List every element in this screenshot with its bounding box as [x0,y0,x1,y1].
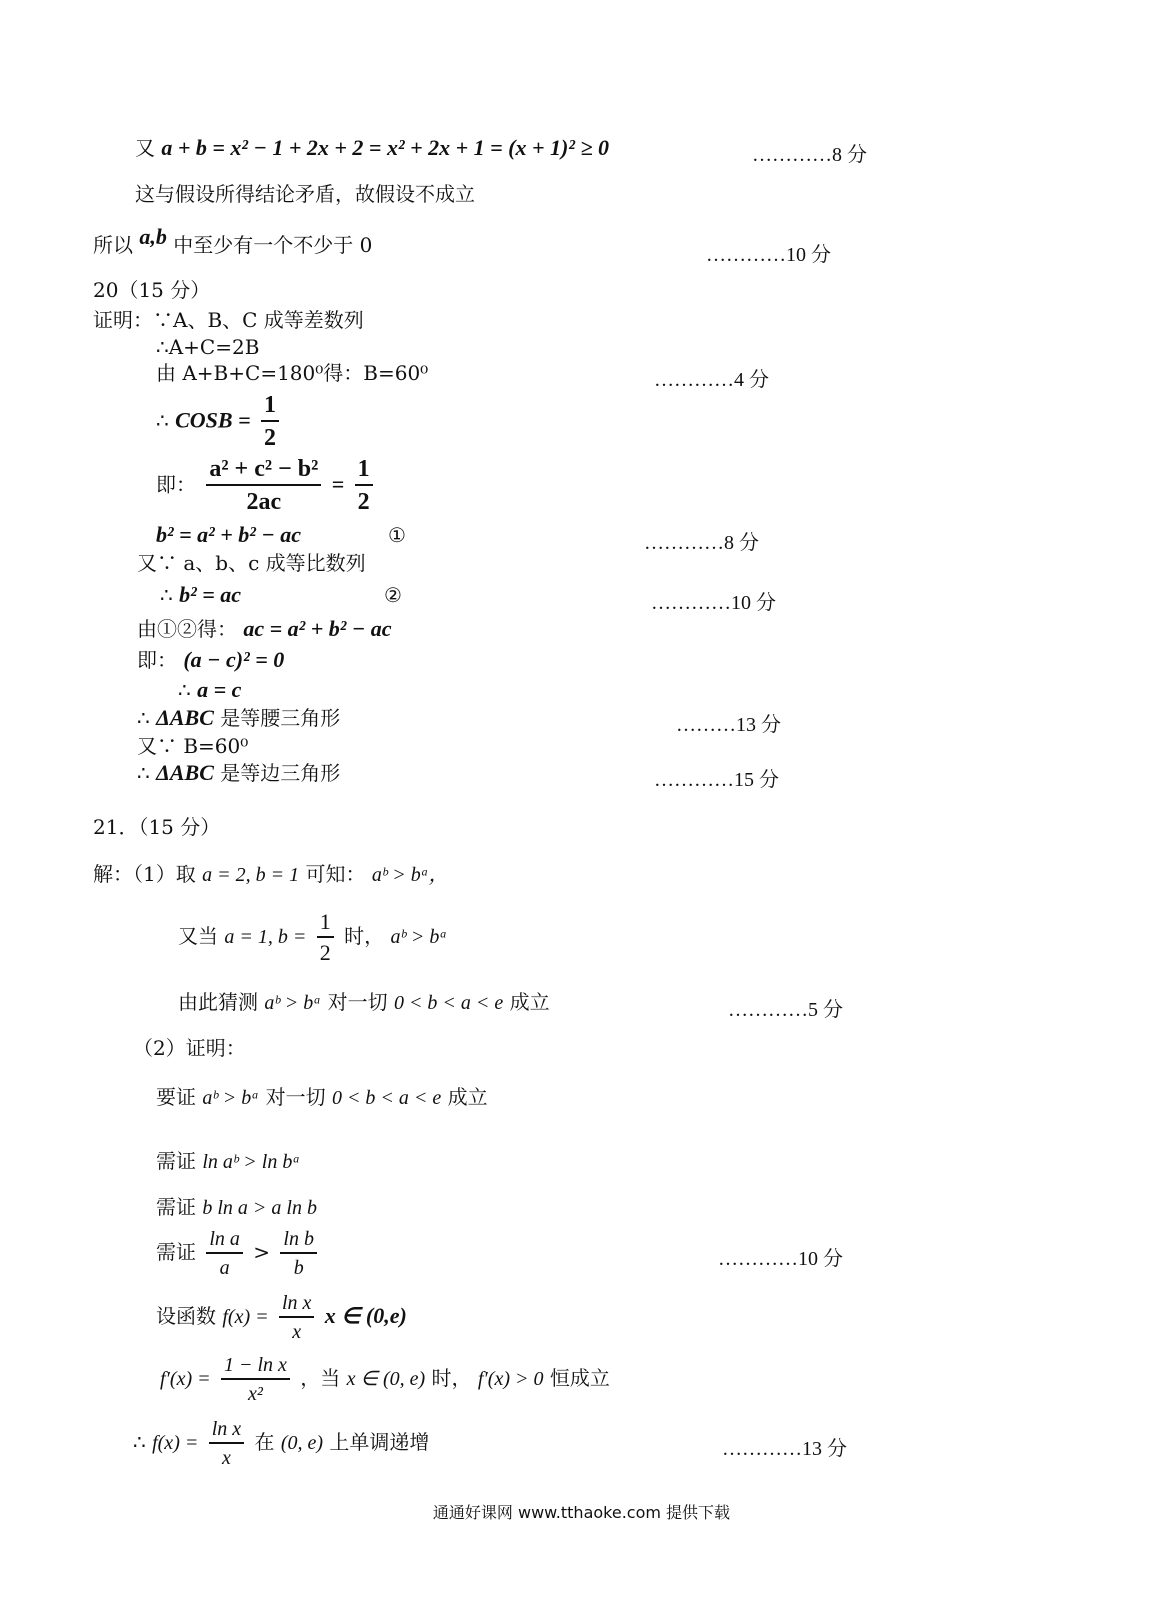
q20-heading: 20（15 分） [93,278,211,302]
q20-mark2: ② [384,583,402,607]
q20-mark1: ① [388,523,406,547]
q21-part2-heading: （2）证明： [133,1036,246,1060]
q21-increasing: ∴ f(x) = $\frac{\text{ln x}}{x}$ 在 (0, e) 上单调递增 [133,1418,430,1469]
q20-line3: 由 A+B+C=180⁰得：B=60⁰ [156,361,429,385]
q21-conjecture: 由此猜测 aᵇ > bᵃ 对一切 0 < b < a < e 成立 [178,990,550,1014]
q21-score-10: …………10 分 [718,1248,843,1270]
q21-part1-line2: 又当 a = 1, b = $\frac{1}{2}$ 时， aᵇ > bᵃ [178,909,448,966]
q20-cosine-law: 即： $\frac{\text{a² + c² − b²}}{2ac}$ = $\frac{1}{2}$ [156,456,377,516]
q21-define-f: 设函数 f(x) = $\frac{\text{ln x}}{x}$ x ∈ (0,e) [156,1292,407,1343]
q20-score-15: …………15 分 [654,769,779,791]
q21-score-5: …………5 分 [728,999,843,1021]
q20-eq2: ∴ b² = ac [160,582,241,607]
q21-heading: 21．（15 分） [93,815,221,839]
q21-need-bln: 需证 b ln a > a ln b [156,1195,317,1219]
q20-score-13: ………13 分 [676,714,781,736]
q21-part1-line1: 解：（1）取 a = 2, b = 1 可知： aᵇ > bᵃ， [93,862,449,886]
line-ab-sum: 又 a + b = x² − 1 + 2x + 2 = x² + 2x + 1 = (x + 1)² ≥ 0 [135,135,610,160]
q21-need-ln: 需证 ln aᵇ > ln bᵃ [156,1149,301,1173]
q20-score-10: …………10 分 [651,592,776,614]
line-contradiction: 这与假设所得结论矛盾，故假设不成立 [135,182,475,206]
score-8: …………8 分 [752,144,867,166]
q21-need-ratio: 需证 $\frac{\text{ln a}}{a}$ > $\frac{\text{ln b}}{b}$ [156,1228,321,1279]
q20-b60: 又∵ B=60⁰ [137,734,249,758]
q21-derivative: f′(x) = $\frac{\text{1 − ln x}}{\text{x²}}$ ，当 x ∈ (0, e) 时， f′(x) > 0 恒成立 [160,1354,610,1405]
q20-aeqc: ∴ a = c [178,677,242,702]
q20-equilateral: ∴ ΔABC 是等边三角形 [137,760,341,785]
q20-isosceles: ∴ ΔABC 是等腰三角形 [137,705,341,730]
q20-score-8: …………8 分 [644,532,759,554]
q21-score-13: …………13 分 [722,1438,847,1460]
score-10: …………10 分 [706,244,831,266]
q20-score-4: …………4 分 [654,369,769,391]
q21-to-prove: 要证 aᵇ > bᵃ 对一切 0 < b < a < e 成立 [156,1085,488,1109]
q20-cosb: ∴ COSB = $\frac{1}{2}$ [156,392,283,452]
page-footer: 通通好课网 www.tthaoke.com 提供下载 [432,1503,731,1522]
q20-line2: ∴A+C=2B [156,335,260,359]
line-conclusion: 所以 a,b 中至少有一个不少于 0 [93,224,373,257]
q20-eq1: b² = a² + b² − ac [156,522,301,547]
q20-combine: 由①②得： ac = a² + b² − ac [137,616,392,641]
math-ab-sum: a + b = x² − 1 + 2x + 2 = x² + 2x + 1 = (x + 1)² ≥ 0 [161,135,610,160]
q20-line1: 证明：∵A、B、C 成等差数列 [93,308,364,332]
q20-square: 即： (a − c)² = 0 [137,647,285,672]
q20-geometric: 又∵ a、b、c 成等比数列 [137,551,366,575]
